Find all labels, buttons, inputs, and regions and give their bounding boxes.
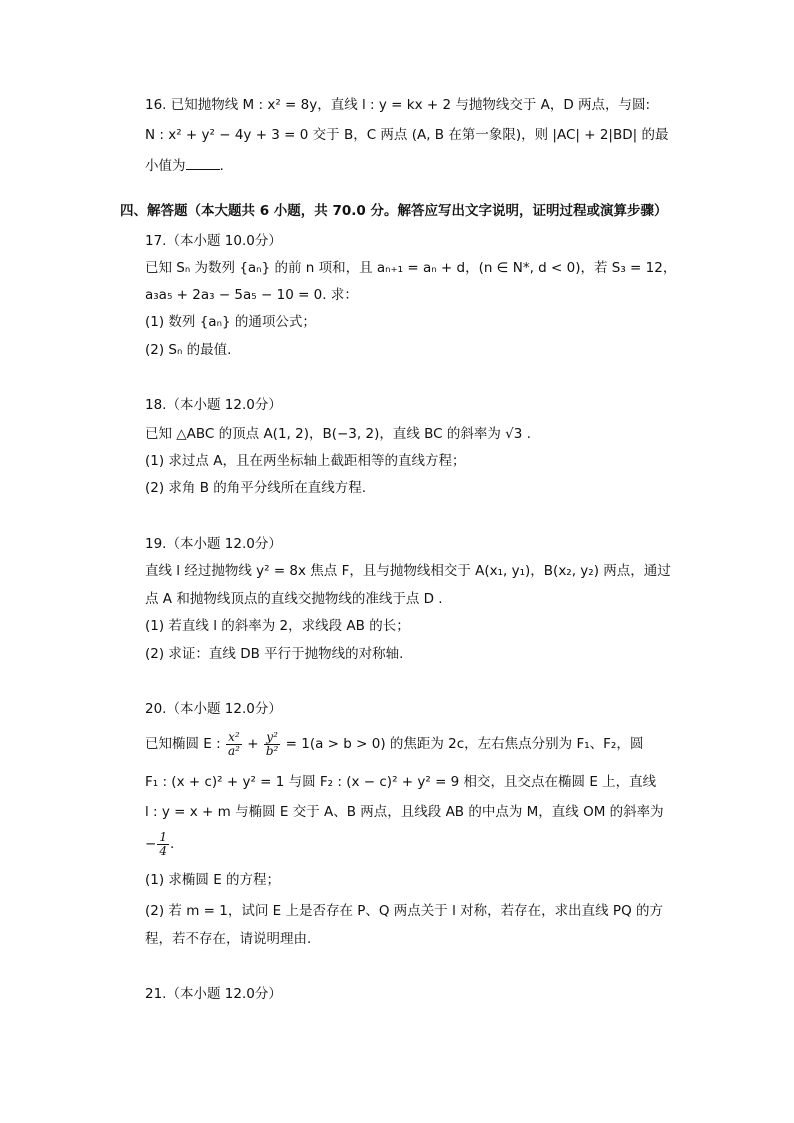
q20-line-2: F₁ : (x + c)² + y² = 1 与圆 F₂ : (x − c)² + y² = 9 相交，且交点在椭圆 E 上，直线 bbox=[145, 774, 657, 790]
fraction-numerator: 1 bbox=[159, 829, 167, 844]
q16-line-3-end: . bbox=[219, 158, 224, 174]
q20-line-3: l : y = x + m 与椭圆 E 交于 A、B 两点，且线段 AB 的中点为 M，直线 OM 的斜率为 bbox=[145, 804, 664, 820]
fraction-y2-b2 bbox=[264, 731, 281, 758]
fraction-denominator: b² bbox=[265, 743, 279, 758]
fraction-numerator: x² bbox=[226, 731, 242, 745]
q20-part-2-line-2: 程，若不存在，请说明理由. bbox=[145, 931, 312, 947]
q17-line-1: 已知 Sₙ 为数列 {aₙ} 的前 n 项和，且 aₙ₊₁ = aₙ + d，(n ∈ N*, d < 0)，若 S₃ = 12， bbox=[145, 260, 677, 276]
q19-part-1: (1) 若直线 l 的斜率为 2，求线段 AB 的长； bbox=[145, 618, 410, 634]
q20-header: 20.（本小题 12.0分） bbox=[145, 701, 282, 717]
q19-part-2: (2) 求证：直线 DB 平行于抛物线的对称轴. bbox=[145, 646, 404, 662]
q17-part-1: (1) 数列 {aₙ} 的通项公式； bbox=[145, 314, 316, 330]
q20-line-4 bbox=[145, 830, 174, 858]
section-title: 四、解答题（本大题共 6 小题，共 70.0 分。解答应写出文字说明，证明过程或演算步骤） bbox=[120, 203, 668, 219]
q20-line-1-a: 已知椭圆 E : bbox=[145, 736, 221, 752]
q18-line-1: 已知 △ABC 的顶点 A(1, 2)，B(−3, 2)，直线 BC 的斜率为 √3 . bbox=[145, 426, 531, 442]
q20-line-4-end: . bbox=[169, 836, 175, 852]
q16-line-1: 16. 已知抛物线 M : x² = 8y，直线 l : y = kx + 2 与抛物线交于 A，D 两点，与圆: bbox=[145, 97, 651, 113]
q16-line-3-text: 小值为 bbox=[145, 158, 186, 174]
q20-line-1-b: = 1(a > b > 0) 的焦距为 2c，左右焦点分别为 F₁、F₂，圆 bbox=[285, 736, 644, 752]
q18-header: 18.（本小题 12.0分） bbox=[145, 397, 282, 413]
q16-line-2: N : x² + y² − 4y + 3 = 0 交于 B，C 两点 (A, B 在第一象限)，则 |AC| + 2|BD| 的最 bbox=[145, 127, 669, 143]
q17-part-2: (2) Sₙ 的最值. bbox=[145, 342, 232, 358]
q17-line-2: a₃a₅ + 2a₃ − 5a₅ − 10 = 0. 求： bbox=[145, 287, 358, 303]
minus-sign: − bbox=[145, 836, 157, 852]
q17-header: 17.（本小题 10.0分） bbox=[145, 233, 282, 249]
q19-line-2: 点 A 和抛物线顶点的直线交抛物线的准线于点 D . bbox=[145, 591, 443, 607]
q18-part-2: (2) 求角 B 的角平分线所在直线方程. bbox=[145, 480, 367, 496]
fraction-denominator: 4 bbox=[159, 843, 167, 858]
answer-blank bbox=[186, 155, 220, 170]
q18-part-1: (1) 求过点 A，且在两坐标轴上截距相等的直线方程； bbox=[145, 453, 466, 469]
fraction-denominator: a² bbox=[227, 743, 240, 758]
q20-part-1: (1) 求椭圆 E 的方程； bbox=[145, 872, 281, 888]
fraction-numerator: y² bbox=[264, 731, 281, 745]
plus-sign: + bbox=[247, 736, 259, 752]
q19-line-1: 直线 l 经过抛物线 y² = 8x 焦点 F，且与抛物线相交于 A(x₁, y₁)，B(x₂, y₂) 两点，通过 bbox=[145, 563, 671, 579]
fraction-x2-a2 bbox=[226, 731, 242, 758]
q20-line-1 bbox=[145, 730, 643, 758]
q20-part-2-line-1: (2) 若 m = 1，试问 E 上是否存在 P、Q 两点关于 l 对称，若存在，求出直线 PQ 的方 bbox=[145, 903, 663, 919]
q16-line-3 bbox=[145, 155, 224, 176]
fraction-one-quarter bbox=[157, 831, 169, 858]
q19-header: 19.（本小题 12.0分） bbox=[145, 536, 282, 552]
q21-header: 21.（本小题 12.0分） bbox=[145, 986, 282, 1002]
